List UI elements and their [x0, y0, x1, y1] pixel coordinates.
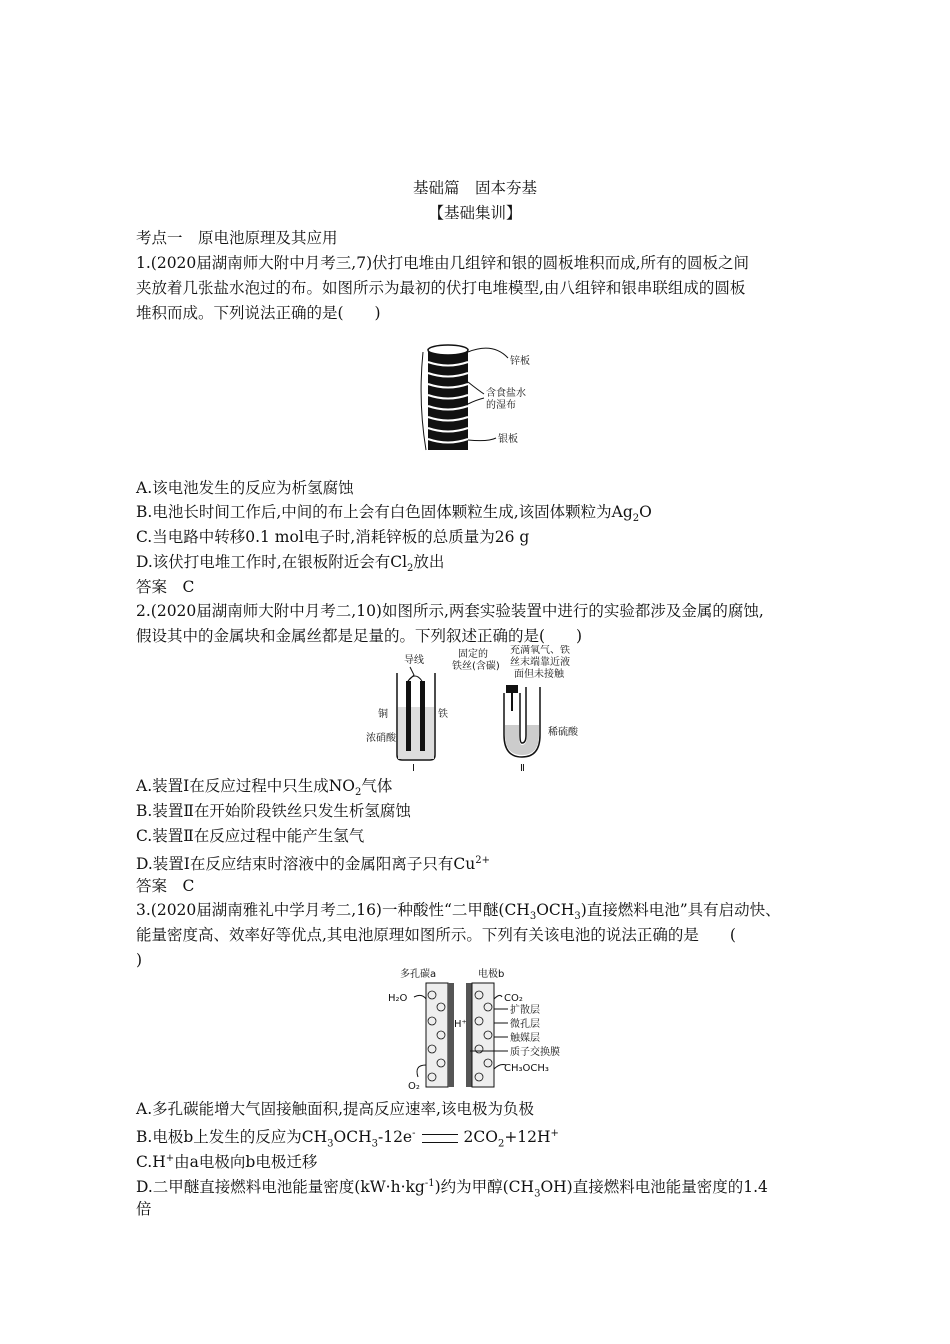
conc-nitric-acid-label: 浓硝酸 — [366, 733, 396, 744]
co2-label: CO₂ — [504, 993, 523, 1004]
q3-option-d-line1: D.二甲醚直接燃料电池能量密度$(kW\cdot h\cdot kg^{-1})$约为甲醇$(CH_3OH)$直接燃料电池能量密度的1.4 — [136, 1178, 768, 1200]
q2-stem-line1: 2.(2020届湖南师大附中月考二,10)如图所示,两套实验装置中进行的实验都涉及金属的腐蚀, — [136, 602, 764, 620]
q2-option-b: B.装置Ⅱ在开始阶段铁丝只发生析氢腐蚀 — [136, 802, 411, 820]
water-label: H₂O — [388, 993, 408, 1004]
q3-option-c: C.H+由a电极向b电极迁移 — [136, 1153, 318, 1172]
q2-stem-line2: 假设其中的金属块和金属丝都是足量的。下列叙述正确的是( ) — [136, 627, 583, 645]
gas-label-3: 面但未接触 — [514, 669, 564, 680]
iron-label: 铁 — [438, 709, 448, 720]
q3-option-a: A.多孔碳能增大气固接触面积,提高反应速率,该电极为负极 — [136, 1100, 534, 1118]
q3-stem-line3: ) — [136, 951, 143, 969]
gas-label-2: 丝末端靠近液 — [510, 657, 570, 668]
gas-label-1: 充满氧气、铁 — [510, 645, 570, 656]
q1-option-a: A.该电池发生的反应为析氢腐蚀 — [136, 479, 354, 497]
saltwater-cloth-label-2: 的湿布 — [486, 400, 516, 411]
q1-stem-line2: 夹放着几张盐水泡过的布。如图所示为最初的伏打电堆模型,由八组锌和银串联组成的圆板 — [136, 279, 746, 297]
q2-option-a: A.装置Ⅰ在反应过程中只生成$NO_2$气体 — [136, 777, 393, 799]
silver-plate-label: 银板 — [498, 434, 518, 445]
microporous-layer-label: 微孔层 — [510, 1019, 540, 1030]
oxygen-label: O₂ — [408, 1081, 420, 1090]
q1-option-b: B.电池长时间工作后,中间的布上会有白色固体颗粒生成,该固体颗粒为$Ag_2O$ — [136, 503, 652, 525]
equals-arrow-icon — [422, 1134, 458, 1143]
q2-option-d: D.装置Ⅰ在反应结束时溶液中的金属阳离子只有$Cu^{2+}$ — [136, 855, 491, 874]
saltwater-cloth-label-1: 含食盐水 — [486, 388, 526, 399]
q1-option-c: C.当电路中转移0.1 mol电子时,消耗锌板的总质量为26 g — [136, 528, 530, 546]
q3-option-b: B.电极b上发生的反应为$CH_3OCH_3-12e^-$ $2CO_2+12H^+$ — [136, 1128, 559, 1150]
corrosion-apparatus-figure — [362, 645, 602, 775]
apparatus-1-label: Ⅰ — [412, 763, 415, 774]
dimethyl-ether-label: CH₃OCH₃ — [504, 1063, 549, 1074]
porous-carbon-a-label: 多孔碳a — [400, 969, 437, 980]
diffusion-layer-label: 扩散层 — [510, 1005, 540, 1016]
fixed-label-2: 铁丝(含碳) — [452, 661, 500, 672]
fuel-cell-figure — [384, 965, 584, 1090]
q1-answer: 答案 C — [136, 578, 195, 596]
proton-exchange-membrane-label: 质子交换膜 — [510, 1047, 560, 1058]
wire-label: 导线 — [404, 655, 424, 666]
page-title: 基础篇 固本夯基 — [412, 179, 537, 197]
q3-option-d-line2: 倍 — [136, 1200, 152, 1218]
q2-option-c: C.装置Ⅱ在反应过程中能产生氢气 — [136, 827, 365, 845]
q1-option-d: D.该伏打电堆工作时,在银板附近会有$Cl_2$放出 — [136, 553, 445, 575]
copper-label: 铜 — [378, 709, 388, 720]
q1-stem-line1: 1.(2020届湖南师大附中月考三,7)伏打电堆由几组锌和银的圆板堆积而成,所有的圆板之间 — [136, 254, 750, 272]
proton-label: H⁺ — [454, 1019, 467, 1030]
section-subtitle: 【基础集训】 — [428, 204, 522, 222]
electrode-b-label: 电极b — [478, 969, 505, 980]
catalyst-layer-label: 触媒层 — [510, 1033, 540, 1044]
topic-heading: 考点一 原电池原理及其应用 — [136, 229, 338, 247]
q2-answer: 答案 C — [136, 877, 195, 895]
zinc-plate-label: 锌板 — [510, 356, 530, 367]
dilute-sulfuric-acid-label: 稀硫酸 — [548, 727, 578, 738]
q3-stem-line2: 能量密度高、效率好等优点,其电池原理如图所示。下列有关该电池的说法正确的是 ( — [136, 926, 736, 944]
q1-stem-line3: 堆积而成。下列说法正确的是( ) — [136, 304, 381, 322]
fixed-label-1: 固定的 — [458, 649, 488, 660]
q3-stem-line1: 3.(2020届湖南雅礼中学月考二,16)一种酸性“二甲醚$(CH_3OCH_3)$直接燃料电池”具有启动快、 — [136, 901, 781, 923]
voltaic-pile-figure — [418, 342, 553, 457]
apparatus-2-label: Ⅱ — [520, 763, 525, 774]
